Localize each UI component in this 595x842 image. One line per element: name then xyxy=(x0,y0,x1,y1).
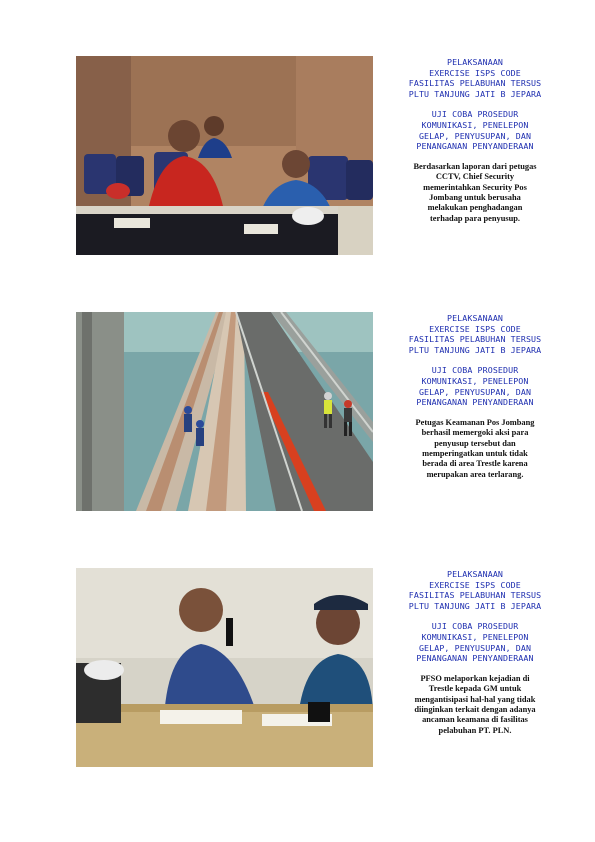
caption-body: PFSO melaporkan kejadian di Trestle kepada GM untuk mengantisipasi hal-hal yang tidak diinginkan terkait dengan adanya ancaman keamana di fasilitas pelabuhan PT. PLN. xyxy=(414,673,536,735)
photo-office xyxy=(76,568,373,767)
photo-trestle xyxy=(76,312,373,511)
caption-heading: PELAKSANAAN EXERCISE ISPS CODE FASILITAS PELABUHAN TERSUS PLTU TANJUNG JATI B JEPARA UJI COBA PROSEDUR KOMUNIKASI, PENELEPON GELAP, PENYUSUPAN, DAN PENANGANAN PENYANDERAAN xyxy=(408,569,542,664)
caption-body: Berdasarkan laporan dari petugas CCTV, Chief Security memerintahkan Security Pos Jombang untuk berusaha melakukan penghadangan terhadap para penyusup. xyxy=(413,161,537,223)
caption-body: Petugas Keamanan Pos Jombang berhasil memergoki aksi para penyusup tersebut dan memperingatkan untuk tidak berada di area Trestle karena merupakan area terlarang. xyxy=(415,417,535,479)
caption-heading: PELAKSANAAN EXERCISE ISPS CODE FASILITAS PELABUHAN TERSUS PLTU TANJUNG JATI B JEPARA UJI COBA PROSEDUR KOMUNIKASI, PENELEPON GELAP, PENYUSUPAN, DAN PENANGANAN PENYANDERAAN xyxy=(408,57,542,152)
caption-heading: PELAKSANAAN EXERCISE ISPS CODE FASILITAS PELABUHAN TERSUS PLTU TANJUNG JATI B JEPARA UJI COBA PROSEDUR KOMUNIKASI, PENELEPON GELAP, PENYUSUPAN, DAN PENANGANAN PENYANDERAAN xyxy=(408,313,542,408)
photo-meeting-room xyxy=(76,56,373,255)
